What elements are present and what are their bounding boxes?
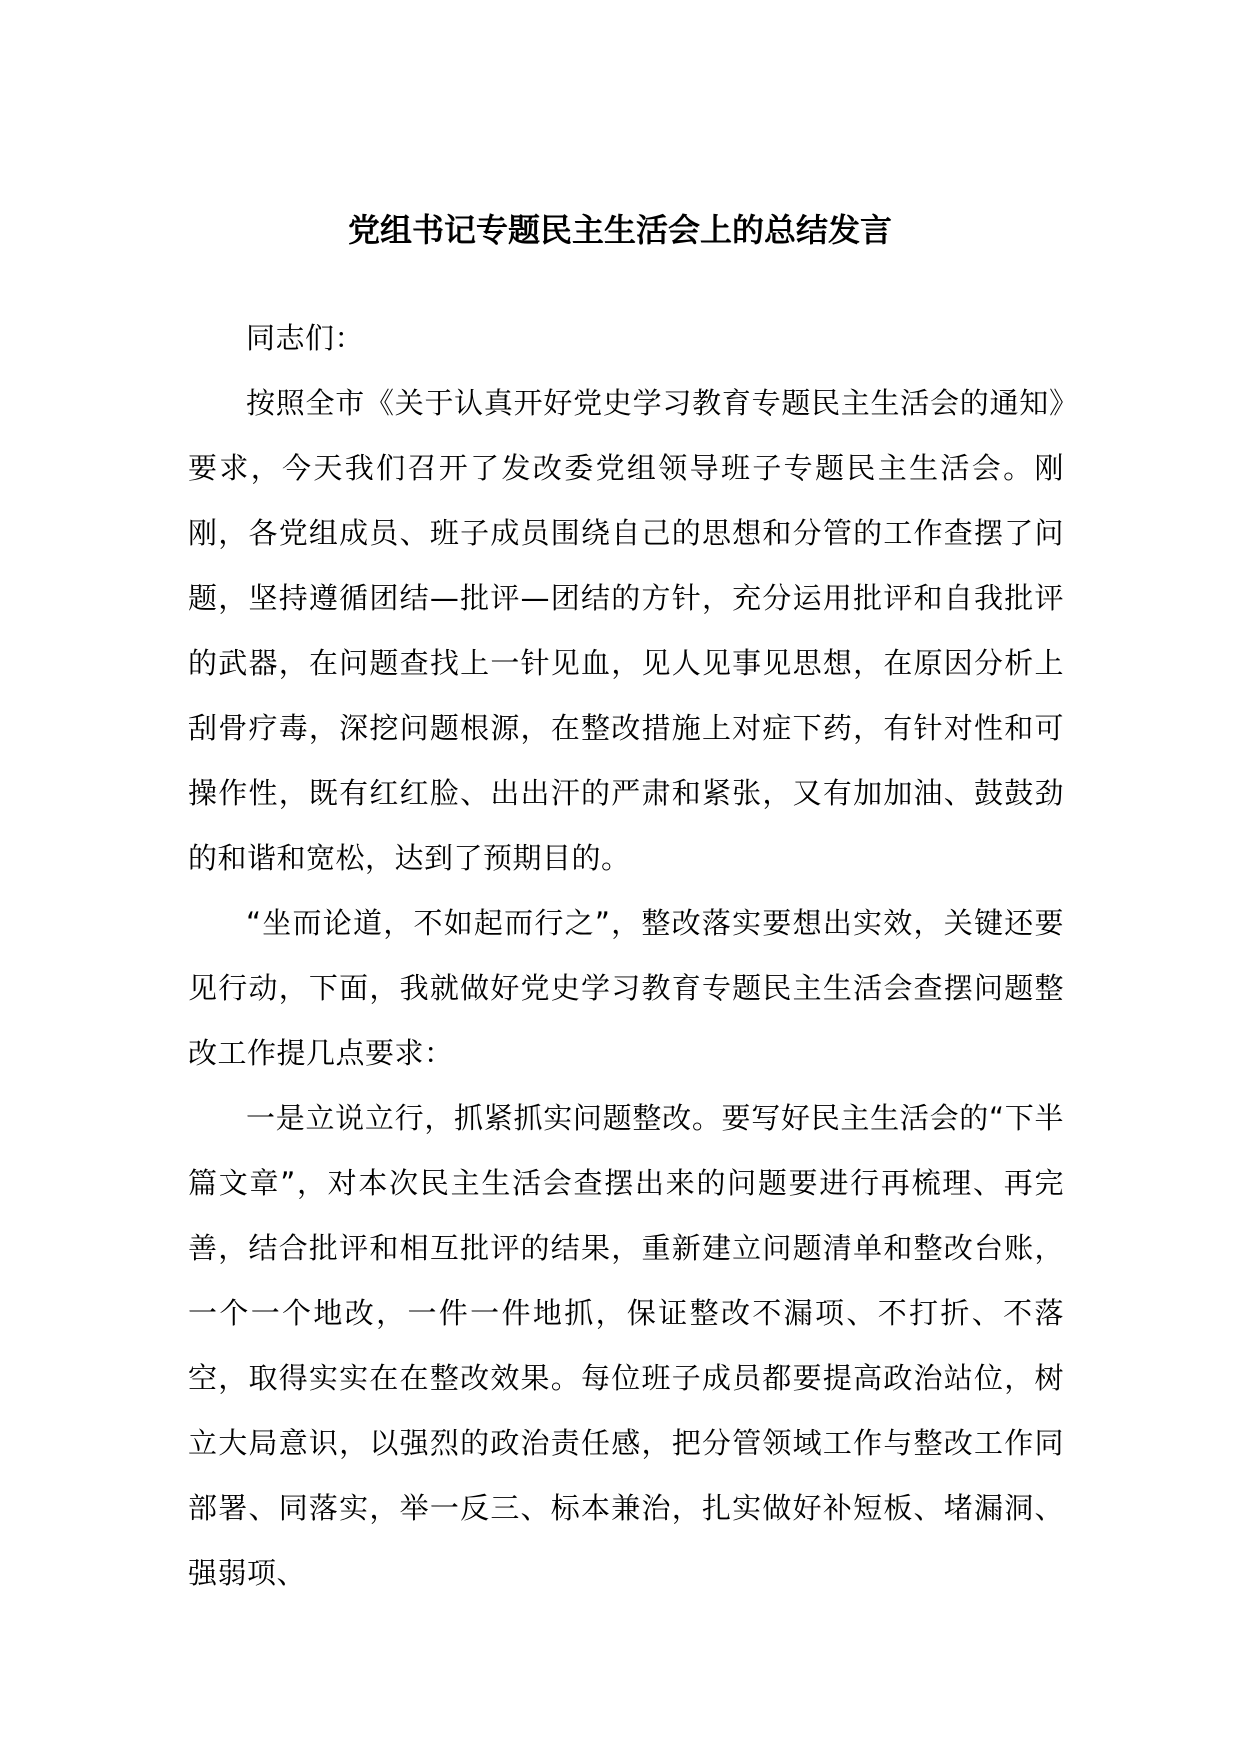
- paragraph-3: 一是立说立行，抓紧抓实问题整改。要写好民主生活会的“下半篇文章”，对本次民主生活会查摆出来的问题要进行再梳理、再完善，结合批评和相互批评的结果，重新建立问题清单和整改台账，一个一个地改，一件一件地抓，保证整改不漏项、不打折、不落空，取得实实在在整改效果。每位班子成员都要提高政治站位，树立大局意识，以强烈的政治责任感，把分管领域工作与整改工作同部署、同落实，举一反三、标本兼治，扎实做好补短板、堵漏洞、强弱项、: [188, 1101, 1064, 1590]
- greeting: 同志们：: [246, 321, 365, 355]
- paragraph-1: 按照全市《关于认真开好党史学习教育专题民主生活会的通知》要求，今天我们召开了发改委党组领导班子专题民主生活会。刚刚，各党组成员、班子成员围绕自己的思想和分管的工作查摆了问题，坚持遵循团结—批评—团结的方针，充分运用批评和自我批评的武器，在问题查找上一针见血，见人见事见思想，在原因分析上刮骨疗毒，深挖问题根源，在整改措施上对症下药，有针对性和可操作性，既有红红脸、出出汗的严肃和紧张，又有加加油、鼓鼓劲的和谐和宽松，达到了预期目的。: [188, 386, 1064, 875]
- paragraph-2: “坐而论道，不如起而行之”，整改落实要想出实效，关键还要见行动，下面，我就做好党史学习教育专题民主生活会查摆问题整改工作提几点要求：: [188, 906, 1064, 1070]
- document-body: [188, 306, 1064, 1606]
- document-title: 党组书记专题民主生活会上的总结发言: [347, 211, 892, 249]
